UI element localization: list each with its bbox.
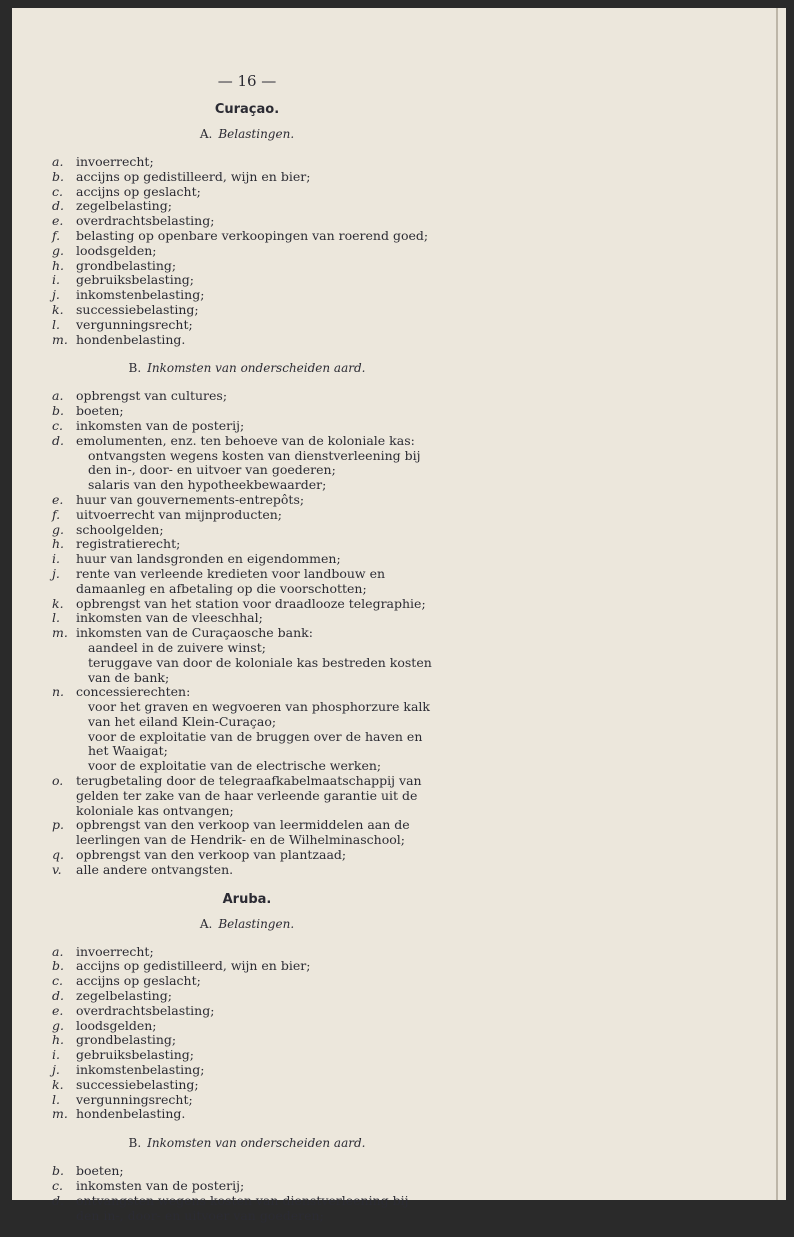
item-label: f. — [52, 506, 61, 522]
item-text: concessierechten: — [76, 684, 191, 700]
item-text-block — [76, 1063, 432, 1078]
item-text: huur van gouvernements-entrepôts; — [76, 491, 305, 507]
list-item — [52, 1033, 432, 1048]
item-label: a. — [52, 943, 64, 959]
item-text: opbrengst van den verkoop van leermiddelen aan de leerlingen van de Hendrik- en de Wilhelminaschool; — [76, 817, 410, 848]
list-item — [52, 1019, 432, 1034]
page-binding-edge — [776, 8, 778, 1200]
item-text: successiebelasting; — [76, 301, 199, 317]
item-label: m. — [52, 331, 68, 347]
item-text: belasting op openbare verkoopingen van roerend goed; — [76, 227, 429, 243]
list-item — [52, 434, 432, 493]
item-label: j. — [52, 565, 60, 581]
item-text-block — [76, 229, 432, 244]
item-label: q. — [52, 847, 64, 863]
list-item — [52, 333, 432, 348]
item-text: invoerrecht; — [76, 154, 154, 169]
item-label: e. — [52, 491, 64, 507]
item-label: b. — [52, 403, 64, 419]
part-title: Belastingen. — [218, 127, 295, 141]
item-text: gebruiksbelasting; — [76, 1047, 194, 1063]
item-text: grondbelasting; — [76, 1032, 177, 1048]
list-item — [52, 1194, 432, 1224]
list-item — [52, 318, 432, 333]
item-text: terugbetaling door de telegraafkabelmaatschappij van gelden ter zake van de haar verleende garantie uit de koloniale kas ontvangen; — [76, 773, 422, 818]
item-label: m. — [52, 625, 68, 641]
part-heading — [52, 917, 432, 931]
item-label: d. — [52, 198, 64, 214]
item-subtext: ontvangsten wegens kosten van dienstverleening bij den in-, door- en uitvoer van goederen; — [88, 447, 421, 478]
list-item — [52, 155, 432, 170]
page-number: — 16 — — [217, 72, 277, 90]
item-label: l. — [52, 1091, 60, 1107]
item-label: k. — [52, 301, 64, 317]
item-text: accijns op gedistilleerd, wijn en bier; — [76, 958, 311, 974]
item-subtext: voor de exploitatie van de electrische werken; — [88, 758, 382, 774]
item-label: k. — [52, 595, 64, 611]
item-text-block — [76, 273, 432, 288]
item-label: l. — [52, 316, 60, 332]
list-item — [52, 959, 432, 974]
list-item — [52, 1063, 432, 1078]
item-text-block — [76, 508, 432, 523]
part-heading — [52, 361, 432, 375]
item-label: c. — [52, 973, 63, 989]
item-text: hondenbelasting. — [76, 331, 186, 347]
item-label: k. — [52, 1076, 64, 1092]
item-text-block — [76, 214, 432, 229]
item-label: c. — [52, 1178, 63, 1194]
item-subtext: salaris van den hypotheekbewaarder; — [88, 477, 327, 493]
item-text: grondbelasting; — [76, 257, 177, 273]
item-text-block — [76, 288, 432, 303]
part-letter: B. — [128, 361, 142, 376]
item-label: h. — [52, 257, 65, 273]
item-text-block — [76, 333, 432, 348]
list-item — [52, 685, 432, 774]
item-text: zegelbelasting; — [76, 988, 172, 1004]
item-label: v. — [52, 861, 62, 877]
part-heading — [52, 127, 432, 141]
list-item — [52, 567, 432, 597]
item-text: opbrengst van den verkoop van plantzaad; — [76, 847, 347, 863]
item-list — [52, 155, 432, 347]
part-title: Inkomsten van onderscheiden aard. — [147, 361, 366, 376]
item-text-block — [76, 552, 432, 567]
item-list — [52, 1164, 432, 1223]
item-text: inkomsten van de posterij; — [76, 1178, 245, 1194]
item-subtext: aandeel in de zuivere winst; — [88, 639, 266, 655]
item-text: zegelbelasting; — [76, 198, 172, 214]
item-text: accijns op geslacht; — [76, 183, 201, 199]
item-label: i. — [52, 551, 60, 567]
item-text-block — [76, 1004, 432, 1019]
item-text-block — [76, 537, 432, 552]
item-text-block — [76, 974, 432, 989]
list-item — [52, 974, 432, 989]
item-text: accijns op geslacht; — [76, 973, 201, 989]
item-text: registratierecht; — [76, 536, 181, 552]
item-text-block — [76, 1107, 432, 1122]
item-text: emolumenten, enz. ten behoeve van de koloniale kas: — [76, 432, 415, 448]
item-label: j. — [52, 1062, 60, 1078]
list-item — [52, 389, 432, 404]
item-text-block — [76, 567, 432, 597]
item-label: d. — [52, 432, 64, 448]
item-text-block — [76, 419, 432, 434]
item-label: e. — [52, 213, 64, 229]
item-label: i. — [52, 1047, 60, 1063]
item-text-block — [76, 303, 432, 318]
list-item — [52, 774, 432, 818]
item-label: g. — [52, 242, 64, 258]
item-text: overdrachtsbelasting; — [76, 1002, 215, 1018]
list-item — [52, 508, 432, 523]
item-label: i. — [52, 272, 60, 288]
item-text-block — [76, 1194, 432, 1224]
item-text: hondenbelasting. — [76, 1106, 186, 1122]
list-item — [52, 611, 432, 626]
list-item — [52, 419, 432, 434]
item-text-block — [76, 1179, 432, 1194]
part-title: Belastingen. — [218, 916, 295, 931]
item-text: huur van landsgronden en eigendommen; — [76, 551, 341, 567]
list-item — [52, 945, 432, 960]
list-item — [52, 537, 432, 552]
item-label: d. — [52, 988, 64, 1004]
item-text: inkomsten van de Curaçaosche bank: — [76, 625, 313, 641]
item-label: g. — [52, 521, 64, 537]
item-label: a. — [52, 154, 64, 169]
item-subtext: voor de exploitatie van de bruggen over de haven en het Waaigat; — [88, 728, 423, 759]
item-text: invoerrecht; — [76, 943, 154, 959]
item-text-block — [76, 848, 432, 863]
item-text-block — [76, 318, 432, 333]
item-label: c. — [52, 183, 63, 199]
item-label: l. — [52, 610, 60, 626]
item-text: inkomsten van de posterij; — [76, 417, 245, 433]
list-item — [52, 244, 432, 259]
part-letter: A. — [199, 127, 213, 141]
item-text-block — [76, 774, 432, 818]
item-label: f. — [52, 227, 61, 243]
item-text: loodsgelden; — [76, 1017, 157, 1033]
item-text-block — [76, 959, 432, 974]
item-text: boeten; — [76, 1163, 124, 1179]
item-text-block — [76, 626, 432, 685]
list-item — [52, 493, 432, 508]
list-item — [52, 1107, 432, 1122]
item-text: schoolgelden; — [76, 521, 164, 537]
list-item — [52, 1004, 432, 1019]
item-label: m. — [52, 1106, 68, 1122]
section-title: Aruba. — [222, 891, 272, 907]
item-label: b. — [52, 168, 64, 184]
item-label: b. — [52, 1163, 64, 1179]
item-text-block — [76, 244, 432, 259]
item-text: successiebelasting; — [76, 1076, 199, 1092]
item-text: inkomsten van de vleeschhal; — [76, 610, 263, 626]
item-text-block — [76, 1033, 432, 1048]
list-item — [52, 214, 432, 229]
list-item — [52, 848, 432, 863]
item-text-block — [76, 685, 432, 774]
item-text-block — [76, 389, 432, 404]
section-title: Curaçao. — [214, 102, 280, 117]
list-item — [52, 273, 432, 288]
item-text: gebruiksbelasting; — [76, 272, 194, 288]
item-text: loodsgelden; — [76, 242, 157, 258]
list-item — [52, 288, 432, 303]
item-text-block — [76, 199, 432, 214]
item-text: alle andere ontvangsten. — [76, 861, 234, 877]
item-text-block — [76, 1164, 432, 1179]
list-item — [52, 1093, 432, 1108]
part-letter: A. — [199, 916, 213, 931]
item-text: boeten; — [76, 403, 124, 419]
item-subtext: teruggave van door de koloniale kas bestreden kosten van de bank; — [88, 654, 432, 685]
part-letter: B. — [128, 1136, 142, 1151]
item-label: o. — [52, 773, 64, 789]
item-text-block — [76, 170, 432, 185]
item-text: ontvangsten wegens kosten van dienstverleening bij den in-, door- en uitvoer van goederen; — [76, 1192, 409, 1223]
item-text-block — [76, 945, 432, 960]
list-item — [52, 597, 432, 612]
item-text-block — [76, 597, 432, 612]
item-subtext: voor het graven en wegvoeren van phosphorzure kalk van het eiland Klein-Curaçao; — [88, 699, 430, 729]
item-text: uitvoerrecht van mijnproducten; — [76, 506, 283, 522]
item-text: inkomstenbelasting; — [76, 1062, 205, 1078]
list-item — [52, 199, 432, 214]
item-text: opbrengst van het station voor draadlooze telegraphie; — [76, 595, 426, 611]
item-label: c. — [52, 417, 63, 433]
item-text-block — [76, 818, 432, 848]
list-item — [52, 1078, 432, 1093]
list-item — [52, 1048, 432, 1063]
list-item — [52, 404, 432, 419]
list-item — [52, 303, 432, 318]
item-text-block — [76, 611, 432, 626]
list-item — [52, 170, 432, 185]
item-text-block — [76, 1093, 432, 1108]
item-label: h. — [52, 536, 65, 552]
item-text: vergunningsrecht; — [76, 1091, 193, 1107]
list-item — [52, 552, 432, 567]
list-item — [52, 259, 432, 274]
item-text-block — [76, 185, 432, 200]
item-text-block — [76, 493, 432, 508]
part-title: Inkomsten van onderscheiden aard. — [147, 1136, 366, 1151]
item-label: b. — [52, 958, 64, 974]
item-label: j. — [52, 287, 60, 303]
list-item — [52, 626, 432, 685]
item-label: h. — [52, 1032, 65, 1048]
item-label: a. — [52, 388, 64, 404]
item-list — [52, 389, 432, 877]
item-label: d. — [52, 1192, 64, 1208]
list-item — [52, 1179, 432, 1194]
item-text-block — [76, 863, 432, 878]
document-page — [12, 8, 786, 1223]
list-item — [52, 818, 432, 848]
part-heading — [52, 1136, 432, 1150]
item-text-block — [76, 1019, 432, 1034]
item-text: vergunningsrecht; — [76, 316, 193, 332]
item-text-block — [76, 523, 432, 538]
item-label: n. — [52, 684, 65, 700]
item-text: inkomstenbelasting; — [76, 287, 205, 303]
list-item — [52, 1164, 432, 1179]
page-content — [52, 72, 432, 1237]
item-label: g. — [52, 1017, 64, 1033]
list-item — [52, 185, 432, 200]
item-text-block — [76, 259, 432, 274]
list-item — [52, 229, 432, 244]
item-text-block — [76, 434, 432, 493]
item-text-block — [76, 989, 432, 1004]
list-item — [52, 863, 432, 878]
item-text: accijns op gedistilleerd, wijn en bier; — [76, 168, 311, 184]
item-text: rente van verleende kredieten voor landbouw en damaanleg en afbetaling op die voorschotten; — [76, 565, 386, 596]
item-list — [52, 945, 432, 1123]
list-item — [52, 989, 432, 1004]
list-item — [52, 523, 432, 538]
item-text-block — [76, 1078, 432, 1093]
item-text-block — [76, 155, 432, 170]
item-text: opbrengst van cultures; — [76, 388, 228, 404]
item-text-block — [76, 404, 432, 419]
item-label: p. — [52, 817, 64, 833]
item-text-block — [76, 1048, 432, 1063]
item-text: overdrachtsbelasting; — [76, 213, 215, 229]
item-label: e. — [52, 1002, 64, 1018]
